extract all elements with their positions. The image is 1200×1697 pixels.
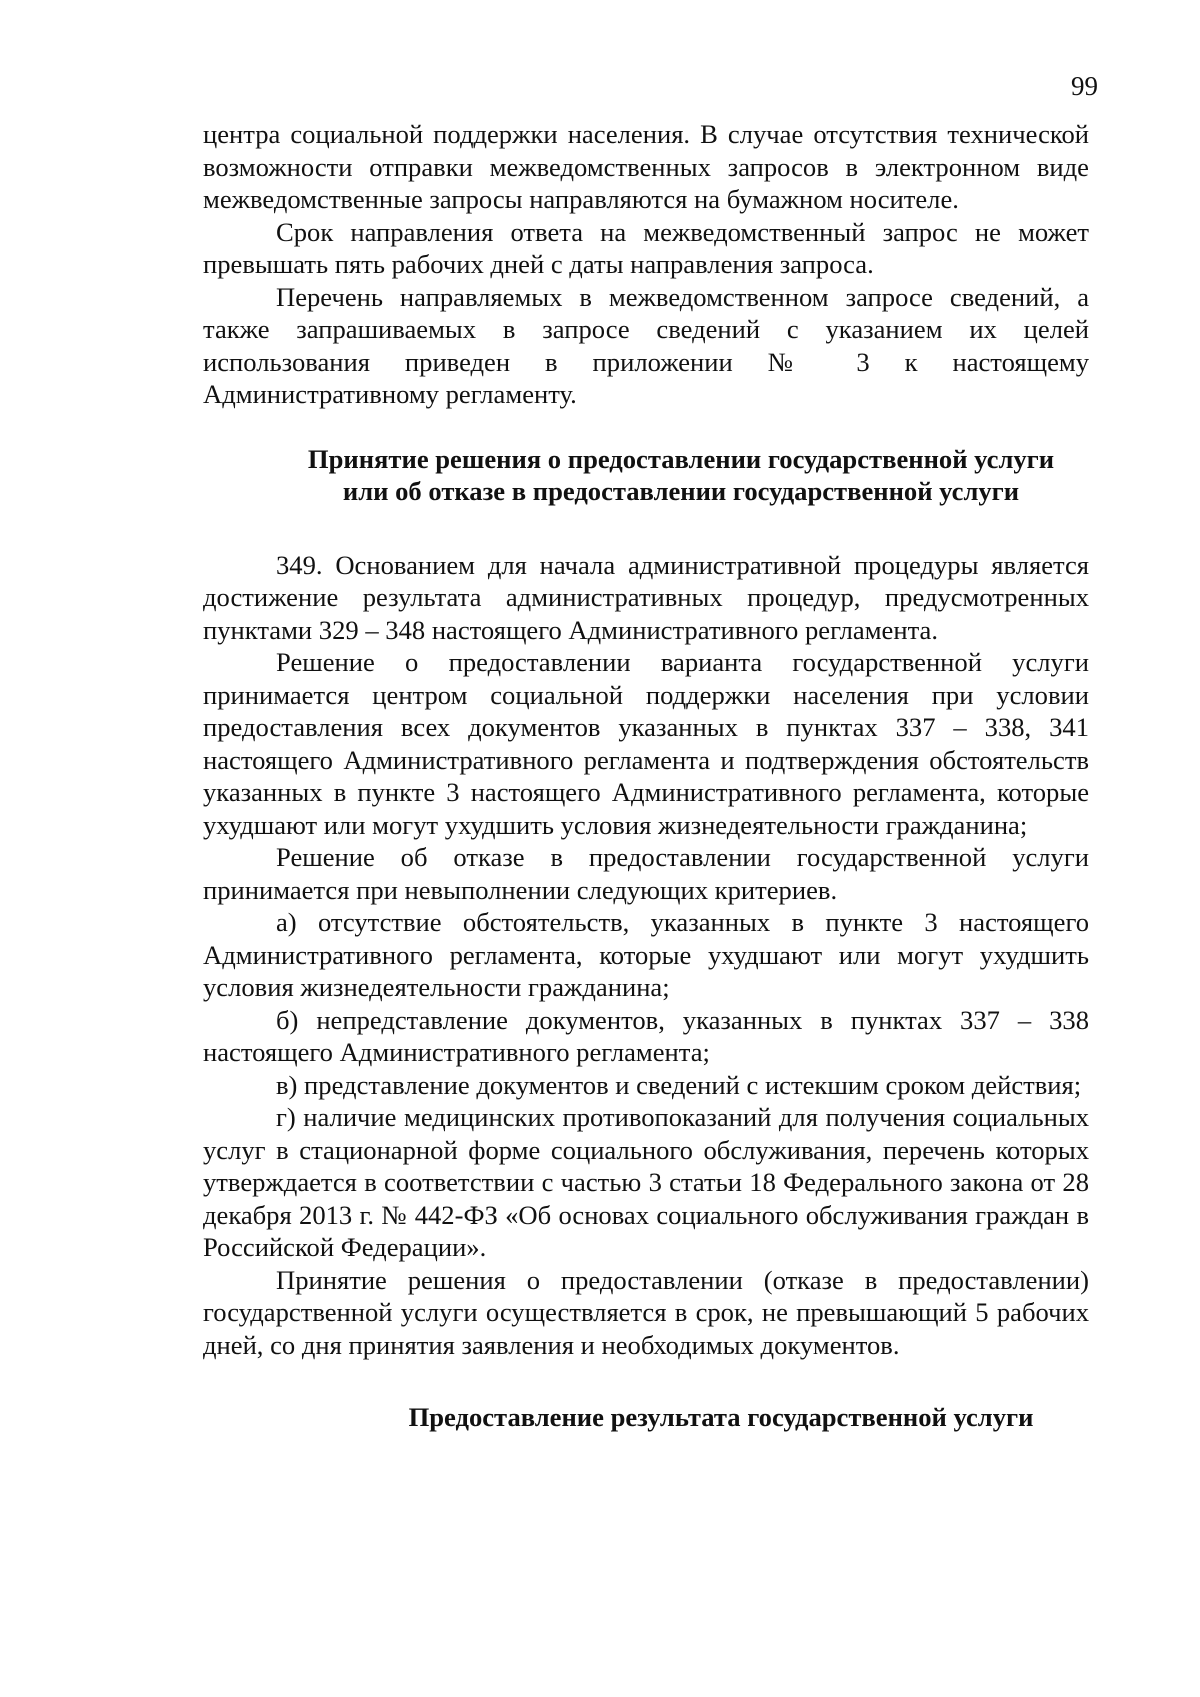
page-number: 99	[1071, 71, 1098, 101]
list-item-b: б) непредставление документов, указанных в пунктах 337 – 338 настоящего Административного регламента;	[203, 1004, 1089, 1067]
paragraph-349-basis: 349. Основанием для начала административной процедуры является достижение результата административных процедур, предусмотренных пунктами 329 – 348 настоящего Административного регламента.	[203, 549, 1089, 645]
paragraph-decision-term: Принятие решения о предоставлении (отказе в предоставлении) государственной услуги осуществляется в срок, не превышающий 5 рабочих дней, со дня принятия заявления и необходимых документов.	[203, 1264, 1089, 1360]
section-heading-decision	[203, 443, 1089, 508]
list-item-v: в) представление документов и сведений с истекшим сроком действия;	[276, 1069, 1082, 1100]
paragraph-continuation: центра социальной поддержки населения. В случае отсутствия технической возможности отправки межведомственных запросов в электронном виде межведомственные запросы направляются на бумажном носителе.	[203, 119, 1089, 214]
paragraph-refusal-decision: Решение об отказе в предоставлении государственной услуги принимается при невыполнении следующих критериев.	[203, 842, 1089, 905]
paragraph-grant-decision: Решение о предоставлении варианта государственной услуги принимается центром социальной поддержки населения при условии предоставления всех документов указанных в пунктах 337 – 338, 341 настоящего Административного регламента и подтверждения обстоятельств указанных в пункте 3 настоящего Административного регламента, которые ухудшают или могут ухудшить условия жизнедеятельности гражданина;	[203, 647, 1089, 840]
section-heading-decision-line2: или об отказе в предоставлении государственной услуги	[342, 476, 1020, 506]
paragraph-response-deadline: Срок направления ответа на межведомственный запрос не может превышать пять рабочих дней с даты направления запроса.	[203, 216, 1089, 279]
page-content	[203, 118, 1089, 1434]
paragraph-requested-info: Перечень направляемых в межведомственном запросе сведений, а также запрашиваемых в запросе сведений с указанием их целей использования приведен в приложении № 3 к настоящему Административному регламенту.	[203, 281, 1089, 409]
list-item-a: а) отсутствие обстоятельств, указанных в пункте 3 настоящего Административного регламента, которые ухудшают или могут ухудшить условия жизнедеятельности гражданина;	[203, 907, 1089, 1002]
section-heading-result: Предоставление результата государственной услуги	[408, 1402, 1034, 1432]
section-heading-decision-line1: Принятие решения о предоставлении государственной услуги	[307, 443, 1055, 474]
list-item-g: г) наличие медицинских противопоказаний для получения социальных услуг в стационарной форме социального обслуживания, перечень которых утверждается в соответствии с частью 3 статьи 18 Федерального закона от 28 декабря 2013 г. № 442-ФЗ «Об основах социального обслуживания граждан в Российской Федерации».	[203, 1102, 1089, 1262]
